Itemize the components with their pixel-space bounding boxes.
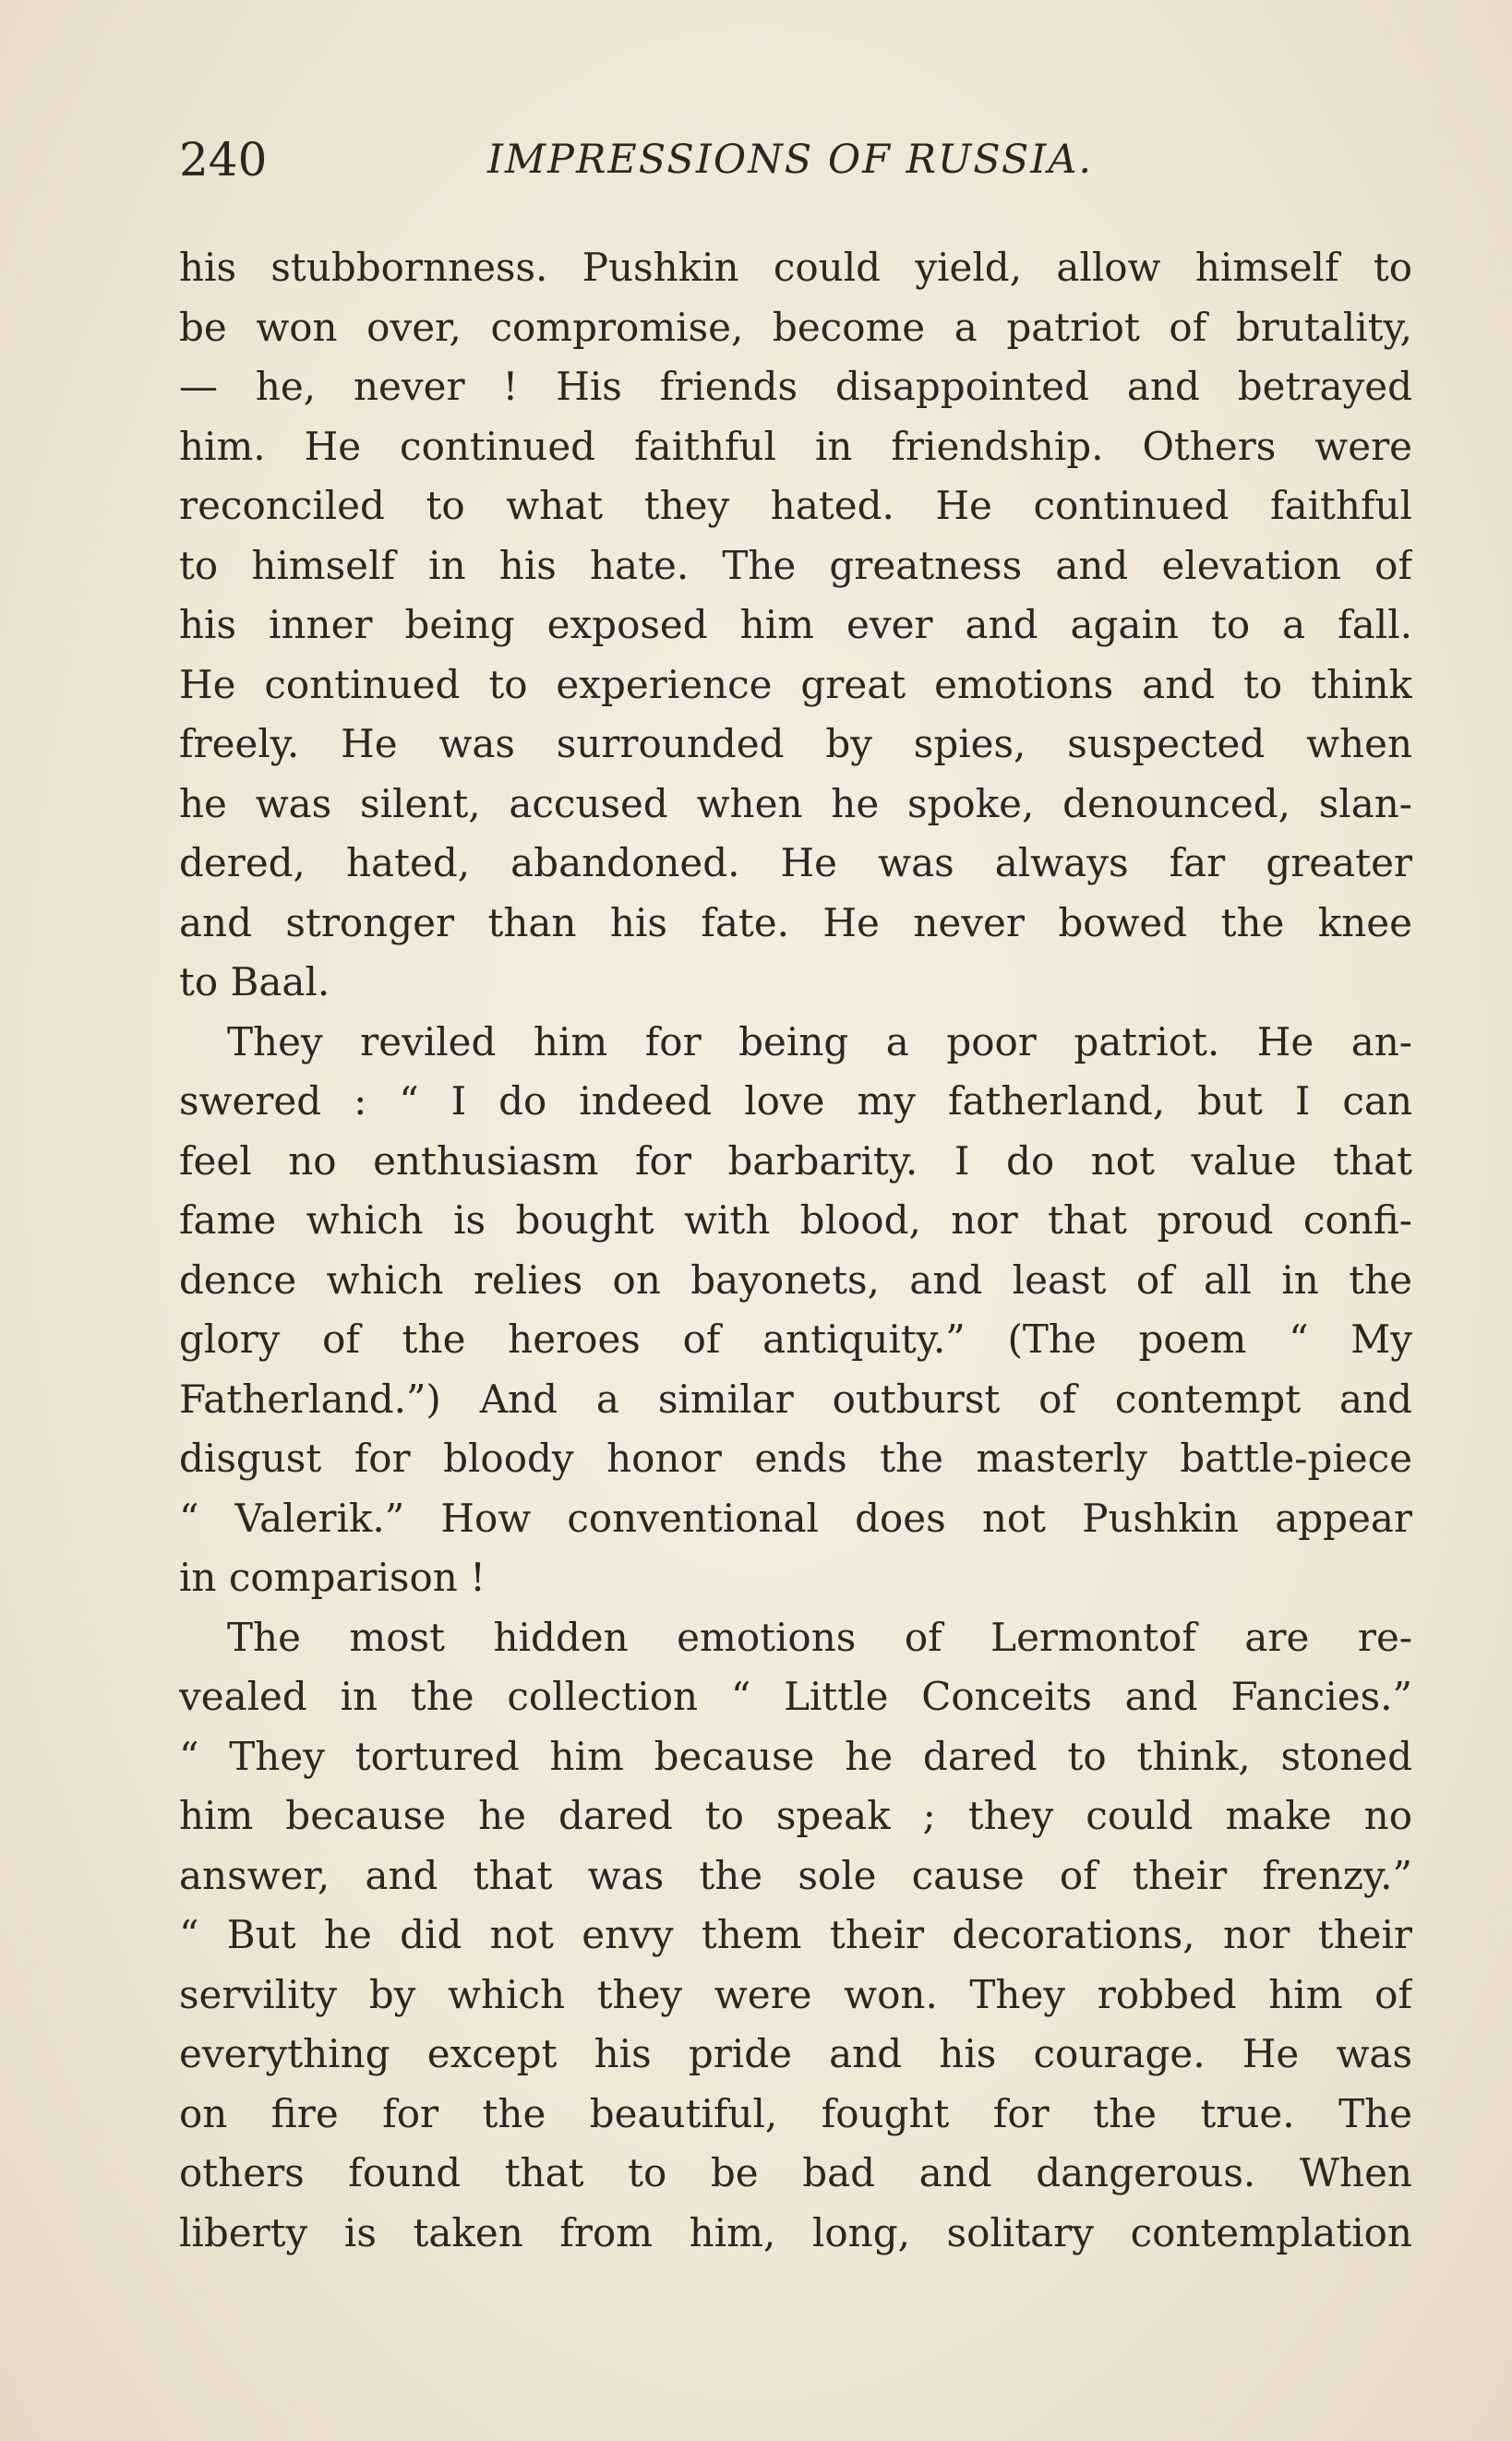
text-line: He continued to experience great emotions and to think — [179, 661, 1412, 707]
text-line: him. He continued faithful in friendship. Others were — [179, 423, 1412, 469]
text-line: others found that to be bad and dangerous. When — [179, 2150, 1412, 2195]
text-line: he was silent, accused when he spoke, denounced, slan- — [179, 780, 1412, 826]
text-line: fame which is bought with blood, nor that proud confi- — [179, 1197, 1412, 1243]
text-line: be won over, compromise, become a patriot of brutality, — [179, 304, 1412, 350]
text-line: to Baal. — [179, 959, 330, 1004]
text-line: his inner being exposed him ever and again to a fall. — [179, 602, 1412, 647]
body-text — [179, 238, 1412, 2263]
text-line: liberty is taken from him, long, solitary contemplation — [179, 2209, 1412, 2255]
text-line: freely. He was surrounded by spies, suspected when — [179, 721, 1412, 766]
text-line: him because he dared to speak ; they could make no — [179, 1793, 1412, 1838]
text-line: answer, and that was the sole cause of their frenzy.” — [179, 1852, 1412, 1898]
text-line: on fire for the beautiful, fought for the true. The — [179, 2090, 1412, 2136]
text-line: Fatherland.”) And a similar outburst of contempt and — [179, 1376, 1412, 1422]
text-line: servility by which they were won. They robbed him of — [179, 1971, 1412, 2017]
text-line: dered, hated, abandoned. He was always far greater — [179, 840, 1412, 885]
text-line: feel no enthusiasm for barbarity. I do not value that — [179, 1137, 1412, 1184]
text-line: The most hidden emotions of Lermontof are re- — [227, 1614, 1412, 1660]
text-line: his stubbornness. Pushkin could yield, allow himself to — [179, 245, 1412, 290]
text-line: — he, never ! His friends disappointed and betrayed — [179, 364, 1412, 409]
text-line: vealed in the collection “ Little Conceits and Fancies.” — [179, 1674, 1412, 1719]
text-line: glory of the heroes of antiquity.” (The poem “ My — [179, 1317, 1412, 1362]
text-line: everything except his pride and his courage. He was — [179, 2031, 1412, 2076]
text-line: “ But he did not envy them their decorations, nor their — [179, 1912, 1412, 1957]
text-line: They reviled him for being a poor patriot. He an- — [227, 1018, 1412, 1064]
text-line: and stronger than his fate. He never bowed the knee — [179, 899, 1412, 945]
page-header — [179, 127, 1412, 192]
text-line: swered : “ I do indeed love my fatherland, but I can — [179, 1078, 1412, 1124]
text-line: “ Valerik.” How conventional does not Pushkin appear — [179, 1495, 1412, 1541]
page-number: 240 — [179, 133, 268, 186]
running-title: IMPRESSIONS OF RUSSIA. — [487, 137, 1094, 183]
text-line: dence which relies on bayonets, and least of all in the — [179, 1257, 1412, 1303]
text-line: reconciled to what they hated. He continued faithful — [179, 483, 1412, 528]
text-line: “ They tortured him because he dared to think, stoned — [179, 1733, 1412, 1779]
text-line: disgust for bloody honor ends the masterly battle-piece — [179, 1436, 1412, 1481]
text-line: in comparison ! — [179, 1555, 486, 1600]
text-line: to himself in his hate. The greatness and elevation of — [179, 542, 1412, 588]
